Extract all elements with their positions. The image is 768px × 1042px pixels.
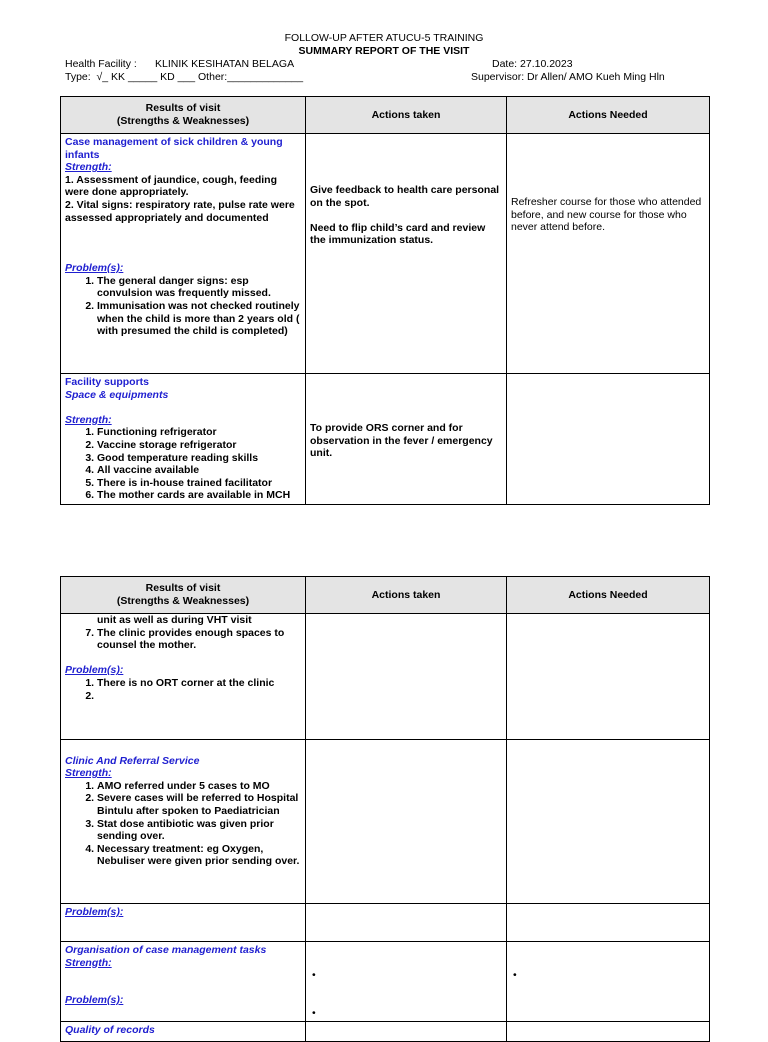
clinic-problem-cell <box>61 904 306 942</box>
case-management-cell: Case management of sick children & young infants Strength: 1. Assessment of jaundice, cough, feeding were done appropriately. 2. Vital signs: respiratory rate, pulse rate were assessed appropriately and documented Problem(s): 1. The general danger signs: esp convulsion was frequently missed. 2. Immunisation was not checked routinely when the child is more than 2 years old ( with presumed the child is completed) <box>61 134 306 374</box>
quality-records-cell <box>61 1022 306 1042</box>
problem-label: Problem(s): <box>65 994 124 1007</box>
actions-taken-cell <box>306 904 507 942</box>
strength-list: 1. Functioning refrigerator 2. Vaccine storage refrigerator 3. Good temperature reading skills 4. All vaccine available 5. There is in-house trained facilitator 6. The mother cards are available in MCH <box>65 426 301 502</box>
problem-label: Problem(s): <box>65 262 124 275</box>
supervisor: Supervisor: Dr Allen/ AMO Kueh Ming Hln <box>471 71 665 83</box>
bullet-point: • <box>312 1006 316 1019</box>
summary-table-page-1 <box>60 96 710 505</box>
section-heading: Case management of sick children & young infants <box>65 136 283 161</box>
col-actions-needed: Actions Needed <box>507 577 710 614</box>
report-title: FOLLOW-UP AFTER ATUCU-5 TRAINING <box>284 32 484 44</box>
problem-label: Problem(s): <box>65 664 124 677</box>
bullet-point: • <box>312 969 316 981</box>
problem-list: 1. There is no ORT corner at the clinic 2. <box>65 677 301 702</box>
col-results: Results of visit (Strengths & Weaknesses) <box>61 577 306 614</box>
col-actions-taken: Actions taken <box>306 577 507 614</box>
actions-needed-cell <box>507 614 710 740</box>
facility-supports-continued-cell: unit as well as during VHT visit 7. The clinic provides enough spaces to counsel the mother. Problem(s): 1. There is no ORT corner at the clinic 2. <box>61 614 306 740</box>
table-row <box>61 134 710 374</box>
actions-taken-cell: Give feedback to health care personal on the spot. Need to flip child’s card and review the immunization status. <box>306 134 507 374</box>
section-heading: Organisation of case management tasks <box>65 944 267 956</box>
col-results: Results of visit (Strengths & Weaknesses) <box>61 97 306 134</box>
actions-needed-cell <box>507 740 710 904</box>
actions-taken-cell: To provide ORS corner and for observation in the fever / emergency unit. <box>306 374 507 505</box>
report-subtitle: SUMMARY REPORT OF THE VISIT <box>298 45 470 57</box>
bullet-point: • <box>513 969 517 981</box>
table-row <box>61 942 710 1022</box>
strength-list: 7. The clinic provides enough spaces to counsel the mother. <box>65 627 301 652</box>
actions-taken-cell <box>306 942 507 1022</box>
section-heading: Facility supports <box>65 376 150 388</box>
visit-date: Date: 27.10.2023 <box>492 58 573 70</box>
col-actions-taken: Actions taken <box>306 97 507 134</box>
strength-label: Strength: <box>65 767 112 780</box>
actions-needed-cell <box>507 942 710 1022</box>
facility-value: KLINIK KESIHATAN BELAGA <box>155 58 295 70</box>
table-row <box>61 904 710 942</box>
problem-list: 1. The general danger signs: esp convulsion was frequently missed. 2. Immunisation was not checked routinely when the child is more than 2 years old ( with presumed the child is completed) <box>65 275 301 338</box>
facility-label: Health Facility : <box>65 58 137 70</box>
section-heading: Quality of records <box>65 1024 155 1037</box>
table-row <box>61 374 710 505</box>
actions-needed-cell <box>507 374 710 505</box>
actions-needed-cell: Refresher course for those who attended before, and new course for those who never attend before. <box>507 134 710 374</box>
summary-table-page-2 <box>60 576 710 1042</box>
table-row <box>61 1022 710 1042</box>
organisation-cell <box>61 942 306 1022</box>
actions-taken-cell <box>306 614 507 740</box>
actions-taken-cell <box>306 740 507 904</box>
col-actions-needed: Actions Needed <box>507 97 710 134</box>
clinic-referral-cell <box>61 740 306 904</box>
section-heading: Clinic And Referral Service <box>65 754 200 767</box>
table-row <box>61 740 710 904</box>
strength-list: 1. AMO referred under 5 cases to MO 2. Severe cases will be referred to Hospital Bintulu after spoken to Paediatrician 3. Stat dose antibiotic was given prior sending over. 4. Necessary treatment: eg Oxygen, Nebuliser were given prior sending over. <box>65 780 301 868</box>
problem-label: Problem(s): <box>65 906 124 918</box>
facility-type: Type: √_ KK _____ KD ___ Other:_____________ <box>65 71 304 83</box>
strength-label: Strength: <box>65 413 112 426</box>
table-row <box>61 614 710 740</box>
strength-label: Strength: <box>65 161 112 174</box>
strength-label: Strength: <box>65 956 112 969</box>
facility-supports-cell <box>61 374 306 505</box>
section-subheading: Space & equipments <box>65 388 169 401</box>
actions-needed-cell <box>507 904 710 942</box>
